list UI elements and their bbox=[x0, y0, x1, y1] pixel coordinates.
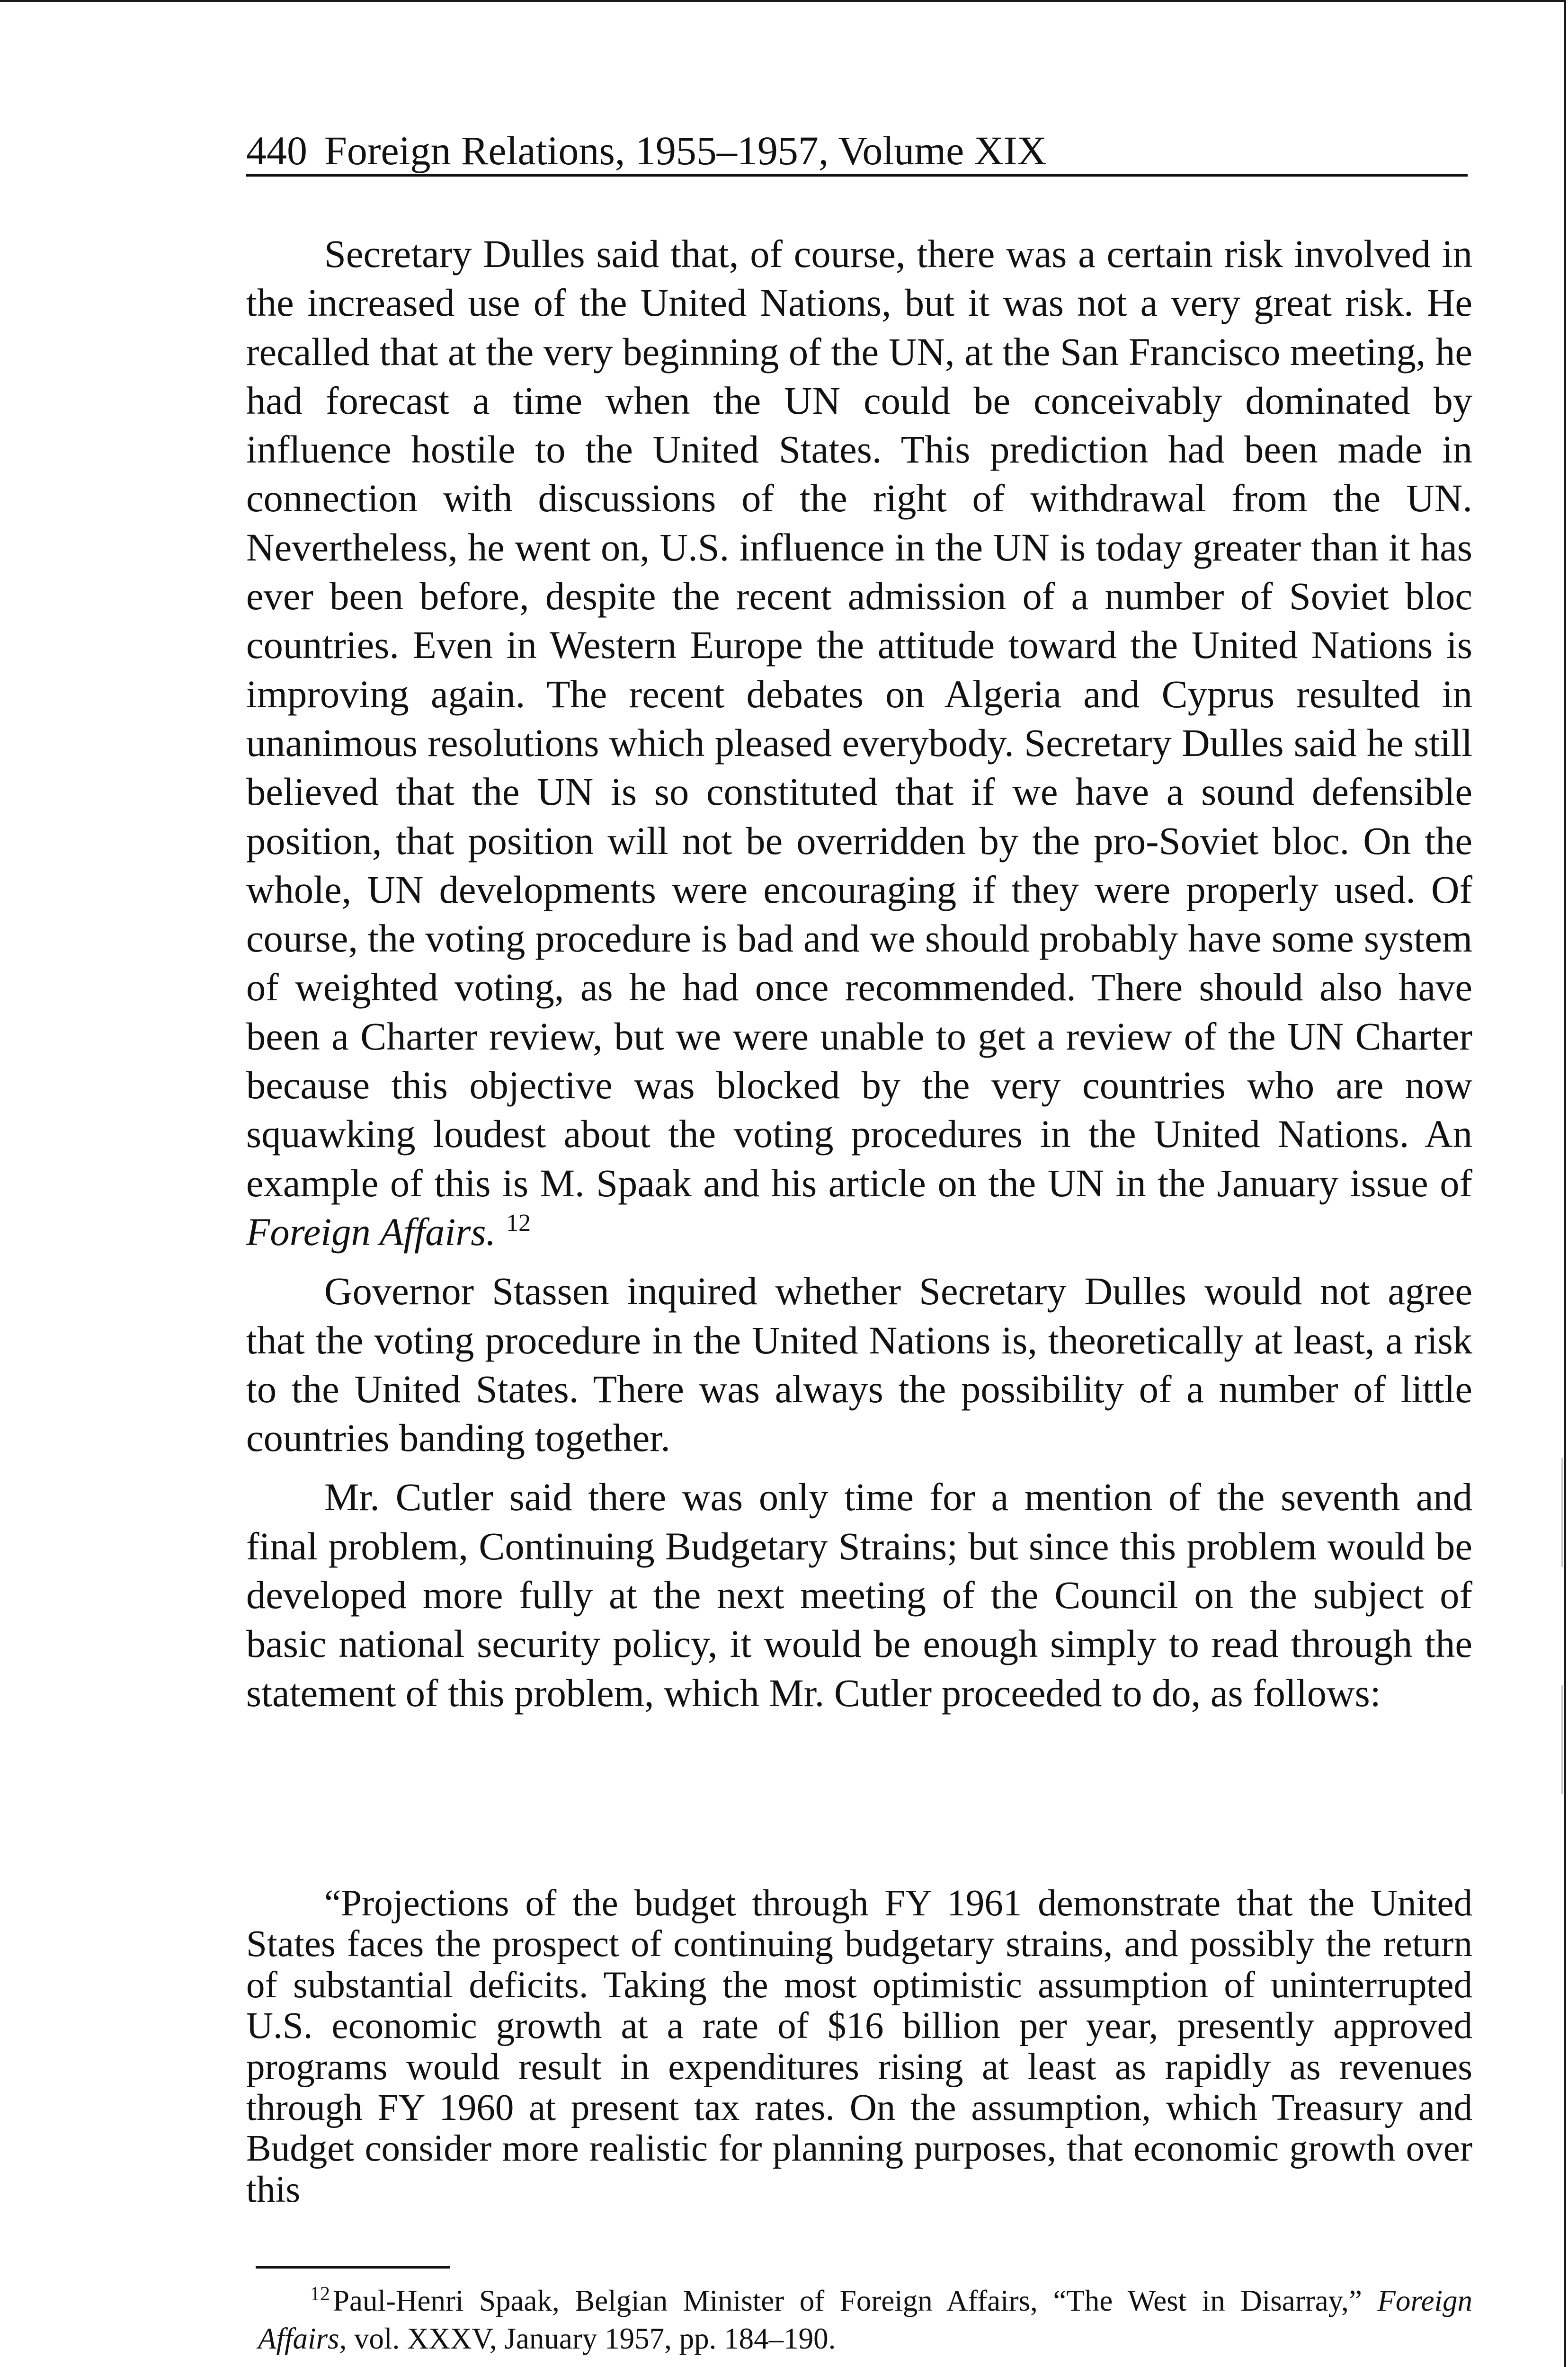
footnote-rule bbox=[256, 2266, 450, 2269]
footnote-journal: Foreign Affairs, bbox=[258, 2284, 1473, 2355]
footnote-number: 12 bbox=[310, 2283, 330, 2305]
quotation-text: “Projections of the budget through FY 1961 demonstrate that the United States faces the prospect of continuing budgetary strains, and possibly the return of substantial deficits. Taking the most optimistic assumption of uninterrupted U.S. economic growth at a rate of $16 billion per year, presently approved programs would result in expenditures rising at least as rapidly as revenues through FY 1960 at present tax rates. On the assumption, which Treasury and Budget consider more realistic for planning purposes, that economic growth over this bbox=[246, 1883, 1472, 2210]
journal-title: Foreign Affairs. bbox=[246, 1210, 496, 1254]
paragraph: Governor Stassen inquired whether Secretary Dulles would not agree that the voting procedure in the United Nations is, theoretically at least, a risk to the United States. There was always the possibility of a number of little countries banding together. bbox=[246, 1269, 1472, 1460]
scan-edge-mark bbox=[1561, 1685, 1563, 1794]
paragraph bbox=[246, 230, 1472, 1256]
scan-edge-mark bbox=[1561, 1458, 1563, 1567]
running-head bbox=[246, 127, 1468, 177]
body-text bbox=[246, 230, 1472, 1717]
footnote-text: Paul-Henri Spaak, Belgian Minister of Foreign Affairs, “The West in Disarray,” bbox=[333, 2284, 1362, 2317]
footnote bbox=[258, 2282, 1472, 2358]
footnote-citation: vol. XXXV, January 1957, pp. 184–190. bbox=[354, 2322, 836, 2355]
footnote-reference[interactable]: 12 bbox=[506, 1209, 531, 1237]
block-quotation bbox=[246, 1883, 1472, 2210]
page-number: 440 bbox=[246, 128, 307, 173]
running-head-title: Foreign Relations, 1955–1957, Volume XIX bbox=[324, 128, 1047, 173]
paragraph-text: Secretary Dulles said that, of course, there was a certain risk involved in the increased use of the United Nations, but it was not a very great risk. He recalled that at the very beginning of the UN, at the San Francisco meeting, he had forecast a time when the UN could be conceivably dominated by influence hostile to the United States. This prediction had been made in connection with discussions of the right of withdrawal from the UN. Nevertheless, he went on, U.S. influence in the UN is today greater than it has ever been before, despite the recent admission of a number of Soviet bloc countries. Even in Western Europe the attitude toward the United Nations is improving again. The recent debates on Algeria and Cyprus resulted in unanimous resolutions which pleased everybody. Secretary Dulles said he still believed that the UN is so constituted that if we have a sound defensible position, that position will not be overridden by the pro-Soviet bloc. On the whole, UN developments were encouraging if they were properly used. Of course, the voting procedure is bad and we should probably have some system of weighted voting, as he had once recommended. There should also have been a Charter review, but we were unable to get a review of the UN Charter because this objective was blocked by the very countries who are now squawking loudest about the voting procedures in the United Nations. An example of this is M. Spaak and his article on the UN in the January issue of bbox=[246, 232, 1472, 1205]
paragraph: Mr. Cutler said there was only time for a mention of the seventh and final problem, Continuing Budgetary Strains; but since this problem would be developed more fully at the next meeting of the Council on the subject of basic national security policy, it would be enough simply to read through the statement of this problem, which Mr. Cutler proceeded to do, as follows: bbox=[246, 1475, 1472, 1715]
